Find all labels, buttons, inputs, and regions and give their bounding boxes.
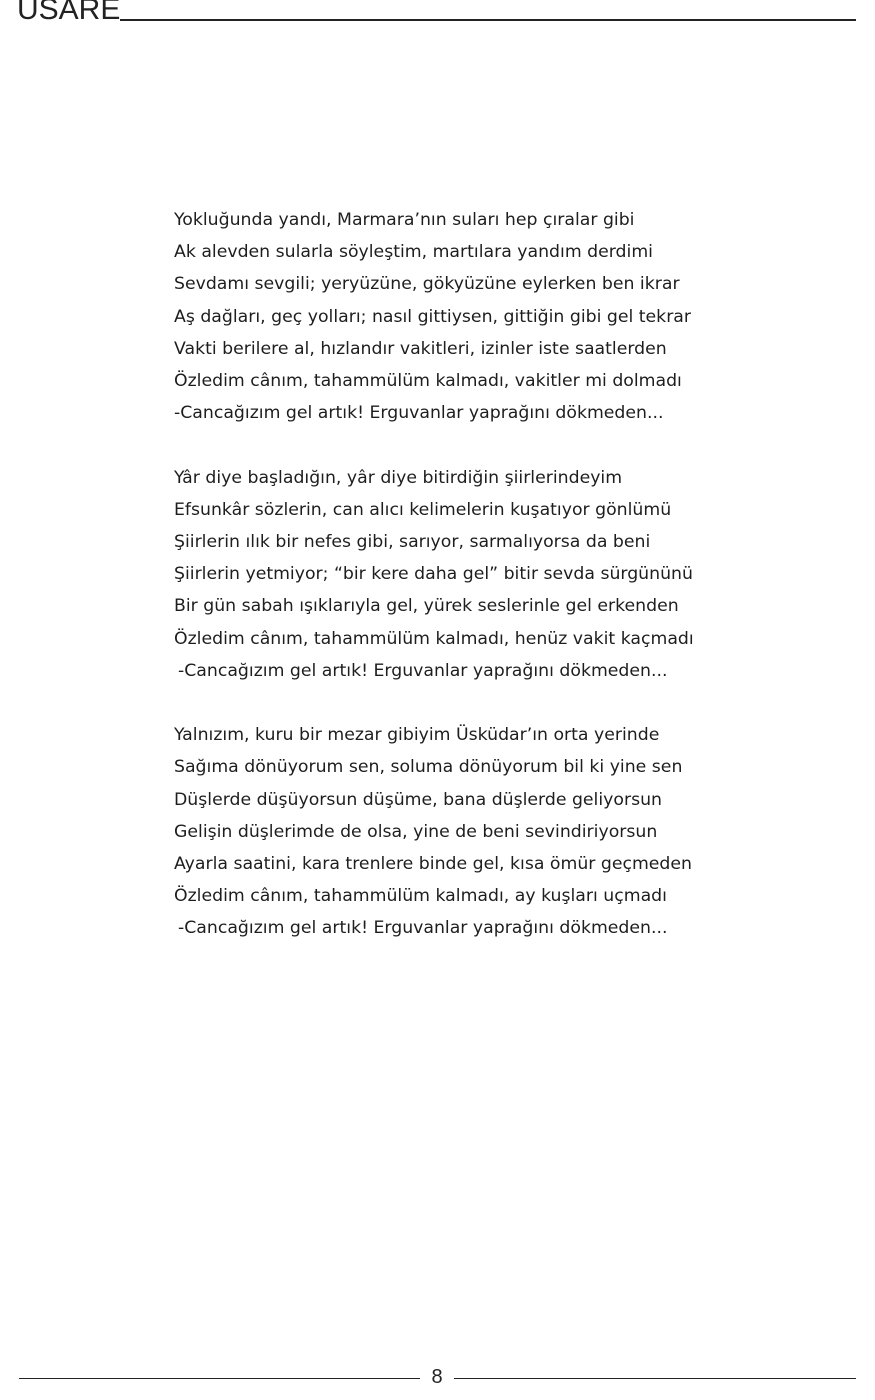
poem-line: Yalnızım, kuru bir mezar gibiyim Üsküdar’ın orta yerinde: [174, 725, 660, 746]
poem-line: Şiirlerin yetmiyor; “bir kere daha gel” bitir sevda sürgününü: [174, 564, 693, 585]
page-number: 8: [431, 1366, 443, 1388]
page-footer: [0, 1364, 875, 1394]
poem-line: Özledim cânım, tahammülüm kalmadı, henüz vakit kaçmadı: [174, 628, 694, 649]
running-header: [0, 0, 875, 30]
stanza-1: [174, 204, 734, 429]
poem-refrain: -Cancağızım gel artık! Erguvanlar yaprağını dökmeden...: [178, 660, 668, 681]
poem-refrain: -Cancağızım gel artık! Erguvanlar yaprağını dökmeden...: [178, 918, 668, 939]
poem-line: Aş dağları, geç yolları; nasıl gittiysen, gittiğin gibi gel tekrar: [174, 306, 691, 327]
poem-line: Yâr diye başladığın, yâr diye bitirdiğin şiirlerindeyim: [174, 467, 623, 488]
footer-rule-left: [19, 1378, 420, 1379]
poem-line: Sevdamı sevgili; yeryüzüne, gökyüzüne eylerken ben ikrar: [174, 274, 680, 295]
stanza-3: [174, 719, 734, 944]
poem-line: Gelişin düşlerimde de olsa, yine de beni sevindiriyorsun: [174, 821, 658, 842]
poem: [174, 204, 734, 977]
poem-line: Ayarla saatini, kara trenlere binde gel, kısa ömür geçmeden: [174, 854, 692, 875]
poem-line: Özledim cânım, tahammülüm kalmadı, ay kuşları uçmadı: [174, 886, 667, 907]
poem-refrain: -Cancağızım gel artık! Erguvanlar yaprağını dökmeden...: [174, 403, 664, 424]
poem-line: Düşlerde düşüyorsun düşüme, bana düşlerde geliyorsun: [174, 789, 662, 810]
poem-line: Efsunkâr sözlerin, can alıcı kelimelerin kuşatıyor gönlümü: [174, 499, 672, 520]
poem-line: Vakti berilere al, hızlandır vakitleri, izinler iste saatlerden: [174, 338, 667, 359]
header-title: USARE: [17, 0, 121, 26]
poem-line: Özledim cânım, tahammülüm kalmadı, vakitler mi dolmadı: [174, 371, 682, 392]
poem-line: Şiirlerin ılık bir nefes gibi, sarıyor, sarmalıyorsa da beni: [174, 532, 651, 553]
poem-line: Sağıma dönüyorum sen, soluma dönüyorum bil ki yine sen: [174, 757, 683, 778]
footer-rule-right: [454, 1378, 856, 1379]
header-rule: [120, 19, 856, 21]
poem-line: Yokluğunda yandı, Marmara’nın suları hep çıralar gibi: [174, 210, 635, 230]
poem-line: Bir gün sabah ışıklarıyla gel, yürek seslerinle gel erkenden: [174, 596, 679, 617]
poem-line: Ak alevden sularla söyleştim, martılara yandım derdimi: [174, 242, 653, 263]
stanza-2: [174, 462, 734, 687]
